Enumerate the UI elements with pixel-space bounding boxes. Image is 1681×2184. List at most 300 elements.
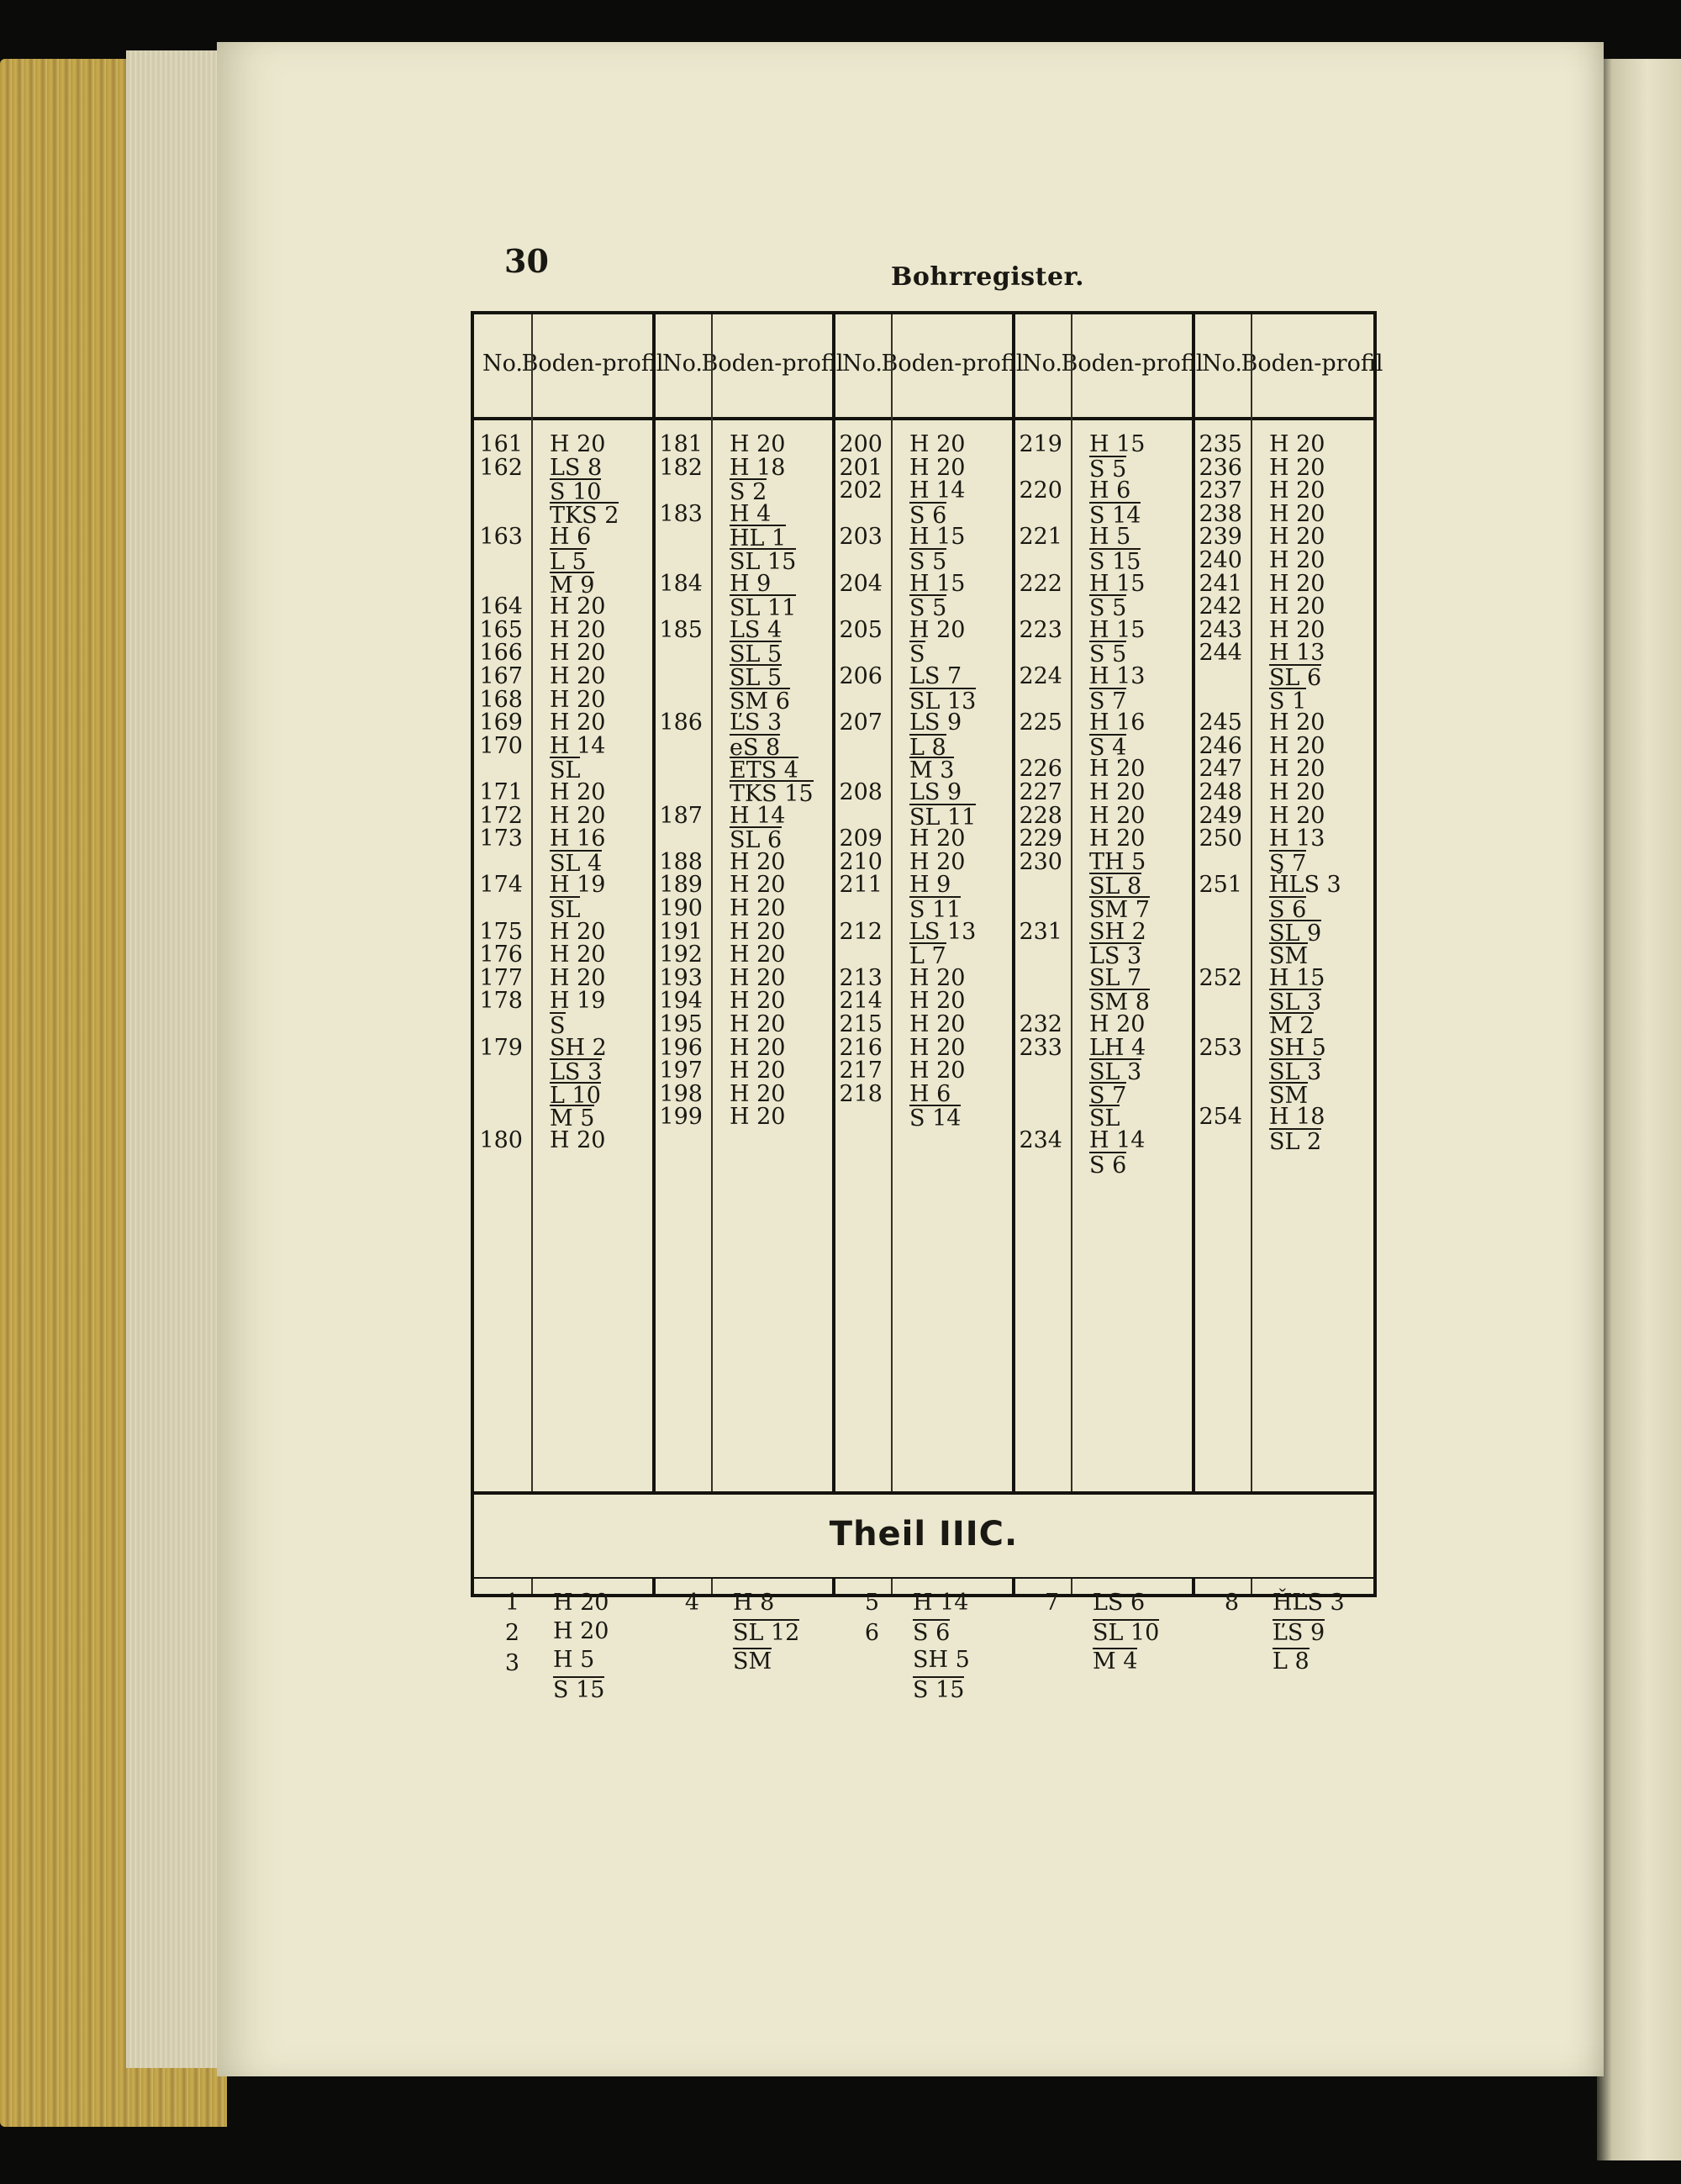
- table-row-number: 244: [1199, 640, 1242, 667]
- table-row-profile: TH 5: [1089, 848, 1146, 875]
- theil-row-profile: SH 5: [913, 1647, 970, 1673]
- table-row-number: 192: [659, 942, 703, 968]
- theil-no-separator: [891, 1579, 893, 1594]
- table-row-number: 175: [479, 918, 523, 945]
- table-row-profile: H 20: [550, 686, 606, 713]
- table-row-profile: SL: [550, 757, 581, 784]
- header-profil-line1: Boden-: [1241, 351, 1322, 377]
- table-row-number: 248: [1199, 779, 1242, 805]
- table-row-profile: LS 7: [909, 663, 962, 689]
- table-row-profile: H 16: [550, 826, 606, 852]
- table-row-profile: H 20: [1269, 616, 1325, 643]
- table-row-profile: SM 6: [730, 688, 790, 715]
- table-row-profile: H 14: [730, 802, 786, 829]
- no-profil-separator: [711, 314, 713, 1491]
- header-profil-line2: profil: [962, 351, 1024, 377]
- theil-row-number: 8: [1224, 1590, 1239, 1616]
- table-row-number: 231: [1019, 918, 1062, 945]
- table-row-profile: M 5: [550, 1105, 595, 1132]
- table-row-profile: SL 6: [730, 827, 783, 854]
- table-row-number: 178: [479, 988, 523, 1015]
- table-row-number: 200: [839, 431, 883, 457]
- table-row-profile: S 6: [1089, 1152, 1127, 1179]
- table-row-profile: H 20: [1269, 500, 1325, 527]
- table-row-profile: SL: [1089, 1105, 1120, 1132]
- table-row-profile: M 2: [1269, 1013, 1315, 1039]
- table-row-profile: ĽS 3: [730, 710, 783, 736]
- theil-row-profile: S 6: [913, 1620, 951, 1646]
- theil-row-profile: M 4: [1093, 1649, 1138, 1675]
- table-row-number: 191: [659, 918, 703, 945]
- table-row-number: 182: [659, 454, 703, 481]
- theil-row-profile: L 8: [1273, 1649, 1309, 1675]
- table-row-number: 164: [479, 593, 523, 620]
- table-row-number: 171: [479, 779, 523, 805]
- table-row-profile: S: [550, 1013, 566, 1039]
- table-row-number: 199: [659, 1104, 703, 1131]
- bohrregister-table: [471, 311, 1383, 1703]
- table-row-profile: H 20: [1269, 710, 1325, 736]
- table-row-number: 217: [839, 1058, 883, 1084]
- table-row-profile: H 20: [730, 942, 786, 968]
- theil-row-profile: ĽS 9: [1273, 1620, 1325, 1646]
- table-row-profile: SL 2: [1269, 1129, 1322, 1155]
- table-row-number: 224: [1019, 663, 1062, 689]
- table-row-profile: H 18: [730, 454, 786, 481]
- table-row-number: 246: [1199, 732, 1242, 759]
- table-row-profile: S 7: [1089, 688, 1127, 715]
- table-row-profile: H 19: [550, 872, 606, 899]
- table-row-profile: M 9: [550, 572, 595, 599]
- theil-no-separator: [1251, 1579, 1252, 1594]
- header-bodenprofil-4: [1061, 314, 1204, 414]
- table-row-number: 218: [839, 1080, 883, 1107]
- table-row-number: 190: [659, 895, 703, 921]
- table-row-profile: TKS 2: [550, 502, 619, 529]
- table-row-profile: H 20: [1269, 570, 1325, 597]
- table-row-number: 186: [659, 710, 703, 736]
- table-row-profile: S 14: [909, 1105, 962, 1132]
- table-row-profile: H 20: [550, 802, 606, 829]
- table-row-profile: H 20: [730, 1058, 786, 1084]
- table-row-number: 214: [839, 988, 883, 1015]
- no-profil-separator: [1071, 314, 1072, 1491]
- book-page-edges: [126, 50, 227, 2068]
- table-row-number: 229: [1019, 826, 1062, 852]
- table-row-profile: H 20: [550, 942, 606, 968]
- table-row-profile: SM: [1269, 1082, 1309, 1109]
- theil-no-separator: [711, 1579, 713, 1594]
- table-row-number: 209: [839, 826, 883, 852]
- table-row-number: 177: [479, 964, 523, 991]
- table-row-profile: SL 9: [1269, 920, 1322, 947]
- table-row-number: 163: [479, 524, 523, 551]
- table-row-number: 232: [1019, 1011, 1062, 1037]
- table-row-profile: SL 13: [909, 688, 977, 715]
- theil-row-profile: S 15: [553, 1677, 605, 1703]
- table-row-number: 210: [839, 848, 883, 875]
- table-row-profile: SL 3: [1269, 1059, 1322, 1086]
- table-row-profile: S 5: [1089, 456, 1127, 483]
- table-row-profile: SM: [1269, 943, 1309, 970]
- table-row-profile: H 20: [1089, 802, 1146, 829]
- theil-section-divider: [474, 1491, 1373, 1495]
- header-no-5: No.: [1202, 351, 1242, 377]
- table-row-profile: SL 7: [1089, 964, 1142, 991]
- no-profil-separator: [531, 314, 533, 1491]
- table-row-number: 162: [479, 454, 523, 481]
- table-row-profile: SL 4: [550, 850, 603, 877]
- table-row-profile: SL 6: [1269, 665, 1322, 691]
- table-row-profile: H 20: [1269, 593, 1325, 620]
- theil-row-number: 6: [864, 1620, 879, 1646]
- table-row-number: 240: [1199, 547, 1242, 573]
- table-row-profile: H 20: [550, 710, 606, 736]
- table-row-number: 176: [479, 942, 523, 968]
- table-row-profile: H 6: [909, 1080, 951, 1107]
- theil-row-profile: SM: [733, 1649, 772, 1675]
- theil-title: Theil IIIC.: [829, 1515, 1019, 1554]
- table-row-number: 193: [659, 964, 703, 991]
- table-row-number: 235: [1199, 431, 1242, 457]
- table-row-profile: ETS 4: [730, 757, 798, 784]
- header-no-1: No.: [482, 351, 523, 377]
- table-row-number: 225: [1019, 710, 1062, 736]
- table-row-profile: H 20: [1269, 431, 1325, 457]
- header-bodenprofil-3: [881, 314, 1024, 414]
- table-row-profile: LS 9: [909, 779, 962, 805]
- table-row-number: 179: [479, 1034, 523, 1061]
- facing-page-edge: [1597, 59, 1681, 2160]
- table-row-profile: M 3: [909, 757, 955, 784]
- table-row-number: 165: [479, 616, 523, 643]
- table-row-profile: H 20: [730, 1104, 786, 1131]
- table-row-number: 221: [1019, 524, 1062, 551]
- table-row-profile: SL 11: [909, 804, 977, 831]
- table-row-number: 198: [659, 1080, 703, 1107]
- page-number: 30: [504, 242, 549, 280]
- table-row-number: 183: [659, 500, 703, 527]
- theil-row-number: 3: [504, 1650, 519, 1676]
- table-row-profile: H 13: [1269, 826, 1325, 852]
- header-bodenprofil-2: [701, 314, 844, 414]
- table-row-profile: H 15: [909, 570, 966, 597]
- table-row-profile: H 20: [730, 848, 786, 875]
- header-profil-line1: Boden-: [521, 351, 603, 377]
- theil-row-number: 4: [684, 1590, 699, 1616]
- header-no-4: No.: [1022, 351, 1062, 377]
- theil-row-number: 1: [504, 1590, 519, 1616]
- table-row-profile: H 20: [909, 826, 966, 852]
- table-row-profile: H 6: [1089, 477, 1131, 504]
- theil-row-number: 7: [1044, 1590, 1059, 1616]
- table-row-number: 203: [839, 524, 883, 551]
- table-row-profile: ȞLS 3: [1269, 872, 1341, 899]
- table-row-profile: H 20: [1089, 779, 1146, 805]
- table-row-number: 187: [659, 802, 703, 829]
- table-row-profile: SH 2: [550, 1034, 607, 1061]
- theil-row-profile: H 8: [733, 1590, 775, 1616]
- table-row-number: 243: [1199, 616, 1242, 643]
- table-row-number: 237: [1199, 477, 1242, 504]
- table-row-number: 222: [1019, 570, 1062, 597]
- table-row-profile: LS 3: [550, 1059, 603, 1086]
- table-row-profile: H 13: [1269, 640, 1325, 667]
- header-profil-line1: Boden-: [881, 351, 962, 377]
- theil-row-profile: SL 10: [1093, 1620, 1160, 1646]
- table-row-profile: H 15: [1089, 431, 1146, 457]
- table-row-profile: H 15: [909, 524, 966, 551]
- table-row-profile: S 15: [1089, 549, 1141, 575]
- table-row-profile: S 4: [1089, 734, 1127, 761]
- header-bodenprofil-1: [521, 314, 664, 414]
- theil-row-profile: LS 6: [1093, 1590, 1146, 1616]
- table-row-profile: SL: [550, 897, 581, 923]
- table-row-profile: S 6: [909, 502, 947, 529]
- running-head: Bohrregister.: [891, 262, 1085, 292]
- header-profil-line2: profil: [1141, 351, 1204, 377]
- theil-row-number: 2: [504, 1620, 519, 1646]
- table-row-number: 250: [1199, 826, 1242, 852]
- table-row-number: 223: [1019, 616, 1062, 643]
- table-row-profile: S 14: [1089, 502, 1141, 529]
- table-row-number: 215: [839, 1011, 883, 1037]
- table-row-number: 180: [479, 1127, 523, 1153]
- header-profil-line2: profil: [782, 351, 844, 377]
- header-profil-line1: Boden-: [701, 351, 783, 377]
- table-row-number: 184: [659, 570, 703, 597]
- table-row-profile: SL 5: [730, 665, 783, 691]
- table-row-profile: H 20: [730, 1034, 786, 1061]
- table-row-number: 170: [479, 732, 523, 759]
- table-row-number: 236: [1199, 454, 1242, 481]
- table-row-number: 172: [479, 802, 523, 829]
- table-row-number: 189: [659, 872, 703, 899]
- table-row-number: 205: [839, 616, 883, 643]
- table-row-profile: HL 1: [730, 525, 787, 552]
- table-row-number: 234: [1019, 1127, 1062, 1153]
- table-row-number: 247: [1199, 756, 1242, 783]
- table-row-number: 249: [1199, 802, 1242, 829]
- table-row-number: 167: [479, 663, 523, 689]
- table-row-profile: SH 5: [1269, 1034, 1326, 1061]
- table-row-profile: H 9: [909, 872, 951, 899]
- table-row-profile: S: [909, 641, 925, 668]
- table-row-profile: S 5: [1089, 641, 1127, 668]
- table-row-profile: L 7: [909, 943, 946, 970]
- table-row-profile: H 20: [1089, 756, 1146, 783]
- table-row-number: 245: [1199, 710, 1242, 736]
- table-row-number: 168: [479, 686, 523, 713]
- table-row-profile: eS 8: [730, 734, 781, 761]
- table-row-profile: H 20: [550, 1127, 606, 1153]
- table-row-number: 241: [1199, 570, 1242, 597]
- table-row-number: 254: [1199, 1104, 1242, 1131]
- table-row-profile: H 14: [550, 732, 606, 759]
- table-row-profile: H 16: [1089, 710, 1146, 736]
- table-row-number: 197: [659, 1058, 703, 1084]
- table-row-profile: H 20: [909, 964, 966, 991]
- header-profil-line2: profil: [602, 351, 664, 377]
- theil-no-separator: [1071, 1579, 1072, 1594]
- table-row-profile: H 20: [1269, 477, 1325, 504]
- table-row-profile: H 20: [909, 1058, 966, 1084]
- table-row-profile: SL 8: [1089, 873, 1142, 900]
- table-row-profile: H 19: [550, 988, 606, 1015]
- theil-subtable-divider: [474, 1577, 1373, 1579]
- table-row-number: 252: [1199, 964, 1242, 991]
- table-row-profile: S 5: [909, 549, 947, 575]
- theil-row-profile: S 15: [913, 1677, 965, 1703]
- table-row-profile: H 15: [1089, 616, 1146, 643]
- table-row-number: 181: [659, 431, 703, 457]
- table-row-profile: H 20: [1269, 779, 1325, 805]
- table-row-profile: H 15: [1269, 964, 1325, 991]
- table-row-profile: H 20: [909, 848, 966, 875]
- table-row-profile: H 18: [1269, 1104, 1325, 1131]
- table-row-profile: H 20: [1269, 732, 1325, 759]
- table-row-profile: L 5: [550, 549, 587, 575]
- header-no-2: No.: [662, 351, 703, 377]
- header-no-3: No.: [842, 351, 883, 377]
- table-row-profile: H 14: [909, 477, 966, 504]
- table-row-profile: H 20: [730, 1080, 786, 1107]
- table-row-number: 242: [1199, 593, 1242, 620]
- table-row-profile: H 20: [909, 616, 966, 643]
- table-row-profile: L 10: [550, 1082, 601, 1109]
- theil-no-separator: [531, 1579, 533, 1594]
- table-row-number: 206: [839, 663, 883, 689]
- table-row-profile: S 1: [1269, 688, 1307, 715]
- table-row-profile: H 20: [1269, 756, 1325, 783]
- table-row-profile: H 20: [550, 663, 606, 689]
- theil-row-number: 5: [864, 1590, 879, 1616]
- theil-row-profile: ȞĽS 3: [1273, 1590, 1345, 1616]
- table-row-number: 201: [839, 454, 883, 481]
- table-row-profile: H 20: [550, 640, 606, 667]
- table-row-number: 228: [1019, 802, 1062, 829]
- table-row-number: 226: [1019, 756, 1062, 783]
- table-row-profile: SM 7: [1089, 897, 1150, 923]
- table-row-profile: H 20: [909, 988, 966, 1015]
- table-row-profile: H 20: [1089, 826, 1146, 852]
- table-row-profile: H 20: [730, 988, 786, 1015]
- table-row-profile: H 14: [1089, 1127, 1146, 1153]
- table-row-profile: SL 11: [730, 595, 797, 622]
- table-row-number: 230: [1019, 848, 1062, 875]
- header-profil-line2: profil: [1321, 351, 1383, 377]
- table-row-number: 207: [839, 710, 883, 736]
- table-row-number: 227: [1019, 779, 1062, 805]
- table-row-number: 220: [1019, 477, 1062, 504]
- table-row-number: 253: [1199, 1034, 1242, 1061]
- table-row-number: 174: [479, 872, 523, 899]
- theil-row-profile: H 20: [553, 1590, 609, 1616]
- table-row-number: 208: [839, 779, 883, 805]
- table-row-number: 196: [659, 1034, 703, 1061]
- table-row-number: 238: [1199, 500, 1242, 527]
- table-row-number: 204: [839, 570, 883, 597]
- table-row-profile: H 20: [550, 431, 606, 457]
- table-row-profile: H 20: [550, 616, 606, 643]
- table-row-profile: LS 9: [909, 710, 962, 736]
- table-row-profile: H 15: [1089, 570, 1146, 597]
- table-row-number: 213: [839, 964, 883, 991]
- table-row-profile: H 6: [550, 524, 592, 551]
- table-row-profile: H 20: [730, 872, 786, 899]
- table-row-number: 173: [479, 826, 523, 852]
- table-row-profile: LS 3: [1089, 943, 1142, 970]
- table-row-profile: SL 15: [730, 549, 797, 575]
- table-row-profile: H 20: [730, 895, 786, 921]
- table-row-profile: LH 4: [1089, 1034, 1146, 1061]
- table-row-profile: H 13: [1089, 663, 1146, 689]
- header-bodenprofil-5: [1241, 314, 1383, 414]
- table-row-profile: H 4: [730, 500, 772, 527]
- table-row-number: 219: [1019, 431, 1062, 457]
- table-row-profile: H 20: [1089, 1011, 1146, 1037]
- table-row-profile: H 20: [909, 1034, 966, 1061]
- table-row-number: 185: [659, 616, 703, 643]
- table-row-profile: TKS 15: [730, 781, 814, 807]
- table-row-profile: S 2: [730, 479, 767, 506]
- table-row-profile: LS 13: [909, 918, 977, 945]
- table-row-number: 169: [479, 710, 523, 736]
- table-row-number: 161: [479, 431, 523, 457]
- theil-row-profile: H 14: [913, 1590, 969, 1616]
- table-row-number: 194: [659, 988, 703, 1015]
- table-row-profile: H 20: [550, 918, 606, 945]
- table-row-profile: H 5: [1089, 524, 1131, 551]
- table-row-profile: H 20: [730, 431, 786, 457]
- table-row-profile: H 20: [550, 964, 606, 991]
- table-row-number: 202: [839, 477, 883, 504]
- table-row-profile: SL 5: [730, 641, 783, 668]
- table-row-profile: S 10: [550, 479, 602, 506]
- header-profil-line1: Boden-: [1061, 351, 1142, 377]
- table-row-profile: H 20: [1269, 524, 1325, 551]
- table-row-profile: H 20: [730, 964, 786, 991]
- table-row-profile: H 20: [730, 918, 786, 945]
- table-row-profile: SM 8: [1089, 989, 1150, 1016]
- table-row-profile: S 7: [1269, 850, 1307, 877]
- table-row-profile: H 20: [1269, 802, 1325, 829]
- table-row-number: 166: [479, 640, 523, 667]
- table-row-profile: H 20: [1269, 454, 1325, 481]
- table-row-number: 212: [839, 918, 883, 945]
- table-row-number: 239: [1199, 524, 1242, 551]
- table-row-profile: S 11: [909, 897, 962, 923]
- table-row-number: 188: [659, 848, 703, 875]
- table-row-profile: H 20: [550, 593, 606, 620]
- theil-row-profile: SL 12: [733, 1620, 800, 1646]
- no-profil-separator: [1251, 314, 1252, 1491]
- table-row-profile: S 5: [909, 595, 947, 622]
- table-row-number: 216: [839, 1034, 883, 1061]
- table-row-profile: H 9: [730, 570, 772, 597]
- table-row-profile: H 20: [909, 431, 966, 457]
- table-row-profile: H 20: [909, 1011, 966, 1037]
- table-row-number: 195: [659, 1011, 703, 1037]
- table-row-number: 251: [1199, 872, 1242, 899]
- table-row-profile: H 20: [1269, 547, 1325, 573]
- theil-row-profile: H 5: [553, 1647, 595, 1673]
- table-row-profile: SL 3: [1089, 1059, 1142, 1086]
- table-row-profile: S 7: [1089, 1082, 1127, 1109]
- table-row-number: 211: [839, 872, 883, 899]
- table-row-profile: H 20: [730, 1011, 786, 1037]
- table-row-profile: SL 3: [1269, 989, 1322, 1016]
